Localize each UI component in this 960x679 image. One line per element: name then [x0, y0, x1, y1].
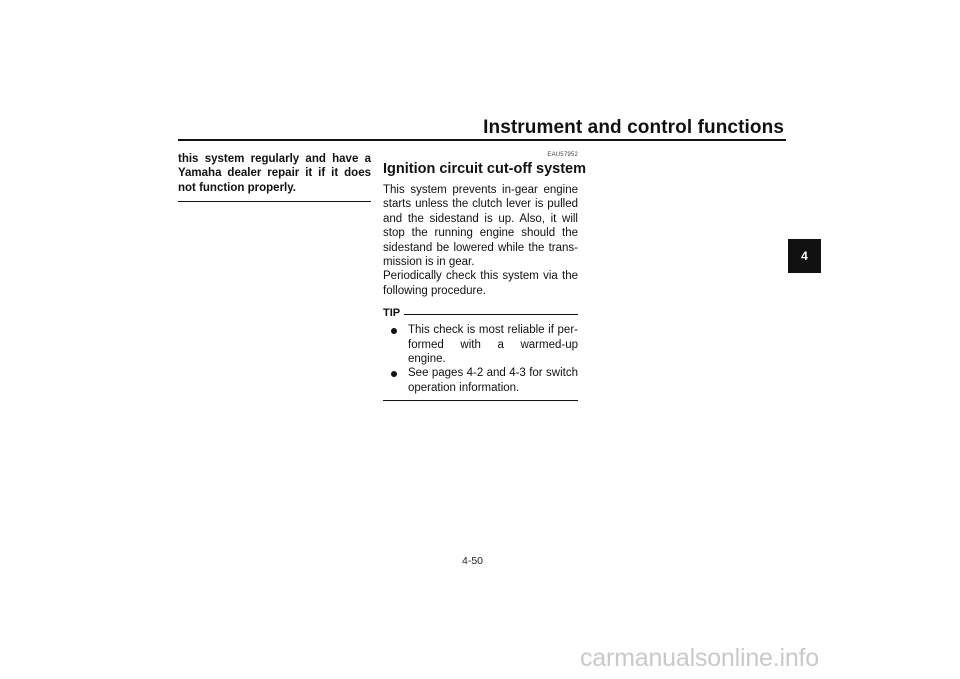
left-column: [178, 152, 371, 202]
section-code: EAU57952: [547, 152, 578, 158]
tip-list: [383, 323, 578, 395]
tip-end-divider: [383, 400, 578, 401]
section-title: Ignition circuit cut-off system: [383, 161, 587, 177]
tip-item: [383, 323, 578, 366]
header-divider: [178, 139, 786, 141]
tip-item-text: This check is most reliable if per-formed with a warmed-up engine.: [408, 324, 578, 366]
right-column: [383, 152, 587, 401]
warning-end-divider: [178, 201, 371, 202]
tip-item: [383, 366, 578, 395]
tip-item-text: See pages 4-2 and 4-3 for switch operation information.: [408, 367, 578, 394]
bullet-icon: [391, 328, 397, 334]
tip-label: TIP: [383, 307, 401, 320]
body-paragraph: Periodically check this system via the following procedure.: [383, 270, 578, 297]
tip-divider: [404, 314, 578, 315]
watermark: carmanualsonline.info: [580, 644, 820, 672]
tip-header: [383, 306, 578, 320]
warning-continuation-text: this system regularly and have a Yamaha dealer repair it if it does not function properly.: [178, 153, 371, 194]
bullet-icon: [391, 371, 397, 377]
page-header-title: Instrument and control functions: [483, 117, 784, 138]
chapter-tab: 4: [788, 239, 821, 273]
body-paragraph: This system prevents in-gear engine starts unless the clutch lever is pulled and the sidestand is up. Also, it will stop the running engine should the sidestand be lowered while the trans-mission is in gear.: [383, 184, 578, 269]
page-number: 4-50: [462, 555, 484, 567]
